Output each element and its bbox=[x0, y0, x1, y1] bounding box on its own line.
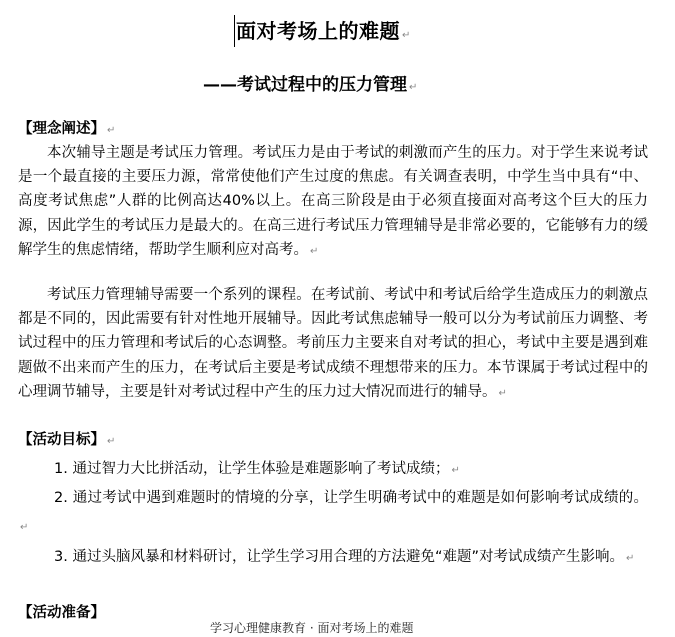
goal-item-2-number: 2. bbox=[54, 490, 68, 506]
page-footer-text: 学习心理健康教育 · 面对考场上的难题 bbox=[210, 621, 414, 635]
document-subtitle[interactable] bbox=[203, 72, 417, 101]
document-title-text: 面对考场上的难题 bbox=[236, 19, 400, 43]
concept-paragraph-1-text: 本次辅导主题是考试压力管理。考试压力是由于考试的刺激而产生的压力。对于学生来说考试是一个最直接的主要压力源，常常使他们产生过度的焦虑。有关调查表明，中学生当中具有“中、高度考试焦虑”人群的比例高达40%以上。在高三阶段是由于必须直接面对高考这个巨大的压力源，因此学生的考试压力是最大的。在高三进行考试压力管理辅导是非常必要的，它能够有力的缓解学生的焦虑情绪，帮助学生顺利应对高考。 bbox=[18, 145, 648, 258]
goal-item-1-number: 1. bbox=[54, 461, 68, 477]
paragraph-mark-icon: ↵ bbox=[310, 245, 319, 257]
goal-item-3[interactable] bbox=[18, 543, 648, 573]
paragraph-mark-icon: ↵ bbox=[498, 387, 507, 399]
paragraph-mark-icon: ↵ bbox=[402, 30, 411, 41]
document-title[interactable] bbox=[236, 17, 411, 50]
text-cursor bbox=[234, 15, 235, 47]
paragraph-mark-icon: ↵ bbox=[451, 465, 460, 476]
goal-item-3-number: 3. bbox=[54, 549, 68, 565]
goal-item-3-text: 通过头脑风暴和材料研讨，让学生学习用合理的方法避免“难题”对考试成绩产生影响。 bbox=[72, 549, 624, 565]
section-heading-preparation-text: 【活动准备】 bbox=[18, 605, 105, 621]
section-heading-concept-text: 【理念阐述】 bbox=[18, 121, 105, 137]
concept-paragraph-1[interactable] bbox=[18, 141, 648, 264]
concept-paragraph-2[interactable] bbox=[18, 283, 648, 406]
goal-item-2-text: 通过考试中遇到难题时的情境的分享，让学生明确考试中的难题是如何影响考试成绩的。 bbox=[72, 490, 649, 506]
paragraph-mark-icon: ↵ bbox=[107, 125, 116, 136]
goal-item-1[interactable] bbox=[18, 455, 648, 485]
page-footer-partial bbox=[210, 619, 414, 635]
section-heading-concept[interactable] bbox=[18, 118, 115, 142]
paragraph-mark-icon: ↵ bbox=[409, 82, 418, 93]
document-subtitle-text: ——考试过程中的压力管理 bbox=[203, 75, 407, 95]
section-heading-preparation-partial bbox=[18, 602, 105, 621]
concept-paragraph-2-text: 考试压力管理辅导需要一个系列的课程。在考试前、考试中和考试后给学生造成压力的刺激点都是不同的，因此需要有针对性地开展辅导。因此考试焦虑辅导一般可以分为考试前压力调整、考试过程中的压力管理和考试后的心态调整。考前压力主要来自对考试的担心，考试中主要是遇到难题做不出来而产生的压力，在考试后主要是考试成绩不理想带来的压力。本节课属于考试过程中的心理调节辅导，主要是针对考试过程中产生的压力过大情况而进行的辅导。 bbox=[18, 287, 648, 400]
section-heading-goals[interactable] bbox=[18, 429, 115, 453]
paragraph-mark-icon: ↵ bbox=[625, 553, 635, 564]
goal-item-2[interactable] bbox=[18, 484, 648, 542]
goal-item-1-text: 通过智力大比拼活动，让学生体验是难题影响了考试成绩； bbox=[72, 461, 450, 477]
section-heading-goals-text: 【活动目标】 bbox=[18, 432, 105, 448]
paragraph-mark-icon: ↵ bbox=[107, 436, 116, 447]
paragraph-mark-icon: ↵ bbox=[20, 522, 29, 533]
